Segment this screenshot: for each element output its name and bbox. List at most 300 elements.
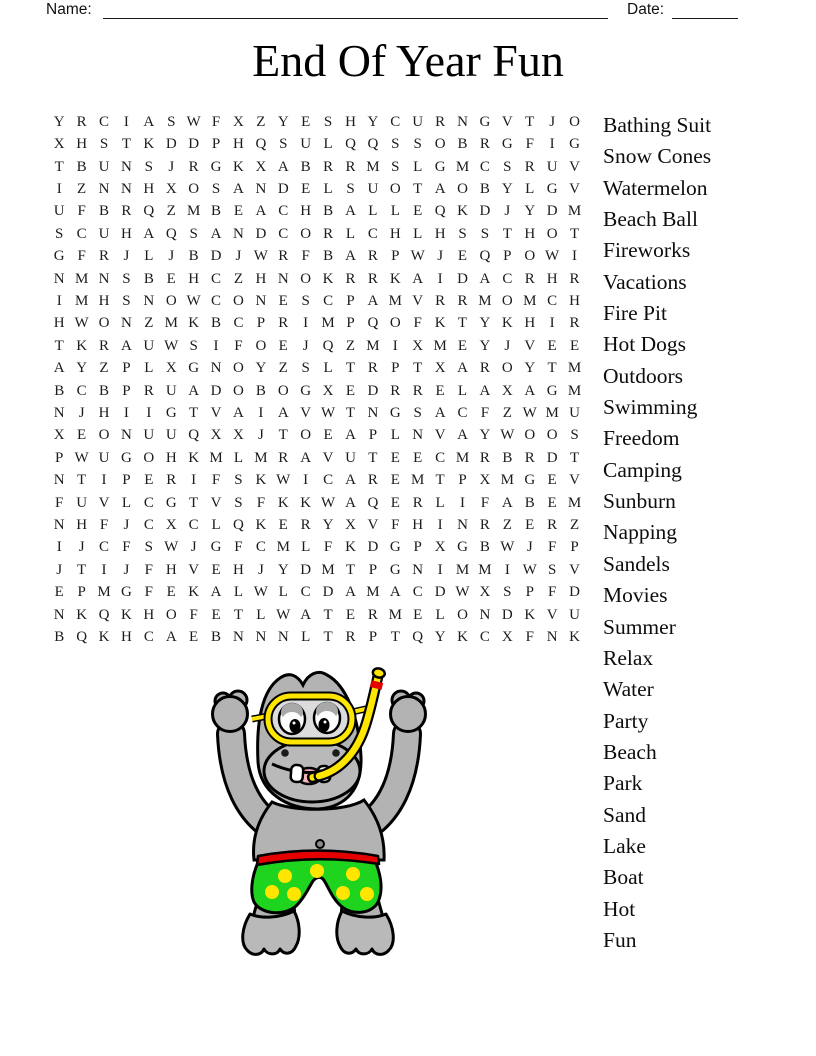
grid-letter: A: [143, 225, 155, 242]
grid-letter: A: [345, 248, 356, 265]
grid-letter: A: [345, 427, 356, 444]
grid-letter: M: [545, 404, 559, 421]
grid-letter: R: [345, 629, 356, 646]
grid-letter: P: [346, 315, 355, 332]
grid-letter: F: [480, 494, 490, 511]
grid-letter: M: [567, 203, 582, 220]
grid-letter: W: [186, 292, 201, 309]
grid-letter: U: [76, 494, 88, 511]
grid-letter: D: [165, 136, 177, 153]
grid-letter: A: [300, 449, 312, 466]
word-search-grid: [48, 111, 586, 649]
grid-letter: V: [569, 158, 580, 175]
grid-letter: J: [257, 427, 264, 444]
grid-letter: P: [122, 472, 131, 489]
grid-letter: T: [435, 472, 445, 489]
grid-letter: T: [569, 449, 580, 466]
grid-letter: L: [323, 360, 333, 377]
grid-letter: X: [501, 629, 513, 646]
grid-letter: N: [255, 292, 267, 309]
name-blank-line: [103, 18, 608, 19]
grid-letter: T: [323, 629, 333, 646]
grid-letter: D: [277, 180, 289, 197]
grid-letter: Q: [412, 629, 424, 646]
grid-letter: T: [189, 494, 199, 511]
grid-letter: M: [74, 270, 89, 287]
grid-letter: L: [413, 158, 423, 175]
grid-letter: M: [411, 472, 425, 489]
grid-letter: D: [188, 136, 200, 153]
grid-letter: S: [122, 270, 131, 287]
grid-letter: J: [504, 203, 511, 220]
grid-letter: P: [368, 629, 378, 646]
grid-letter: N: [121, 180, 132, 197]
grid-letter: U: [569, 606, 580, 623]
grid-letter: C: [76, 225, 87, 242]
grid-letter: R: [278, 248, 289, 265]
grid-letter: X: [345, 517, 356, 534]
grid-letter: M: [97, 584, 111, 601]
grid-letter: E: [525, 517, 535, 534]
grid-letter: T: [189, 404, 199, 421]
grid-letter: I: [549, 136, 555, 153]
grid-letter: W: [545, 248, 560, 265]
grid-letter: S: [503, 584, 512, 601]
grid-letter: L: [435, 494, 445, 511]
grid-letter: T: [233, 606, 244, 623]
grid-letter: Q: [434, 203, 446, 220]
grid-letter: K: [501, 315, 513, 332]
grid-letter: N: [121, 158, 132, 175]
grid-letter: S: [480, 225, 490, 242]
grid-letter: H: [546, 270, 558, 287]
grid-letter: R: [345, 270, 356, 287]
grid-letter: N: [255, 629, 267, 646]
grid-letter: K: [457, 203, 468, 220]
grid-letter: F: [122, 539, 131, 556]
grid-letter: H: [121, 225, 132, 242]
grid-letter: E: [413, 449, 423, 466]
grid-letter: A: [165, 629, 177, 646]
grid-letter: W: [455, 584, 470, 601]
grid-letter: I: [123, 404, 129, 421]
grid-letter: S: [144, 539, 153, 556]
word-list-item: Boat: [603, 865, 644, 890]
grid-letter: E: [301, 180, 311, 197]
grid-letter: B: [211, 629, 222, 646]
grid-letter: E: [345, 606, 356, 623]
grid-letter: P: [391, 360, 400, 377]
grid-letter: M: [209, 449, 223, 466]
grid-letter: F: [547, 584, 557, 601]
grid-letter: S: [391, 158, 400, 175]
grid-letter: F: [189, 606, 198, 623]
word-list-item: Water: [603, 677, 654, 702]
grid-letter: M: [164, 315, 178, 332]
grid-letter: W: [522, 561, 537, 578]
grid-letter: L: [144, 360, 154, 377]
grid-letter: R: [479, 517, 490, 534]
grid-letter: T: [502, 225, 512, 242]
grid-letter: L: [368, 203, 378, 220]
hippo-right-eye: [314, 702, 340, 733]
word-list-item: Napping: [603, 520, 678, 545]
grid-letter: M: [254, 449, 268, 466]
grid-letter: D: [322, 584, 334, 601]
grid-letter: Z: [278, 360, 288, 377]
grid-letter: G: [300, 382, 312, 399]
grid-letter: K: [188, 449, 200, 466]
grid-letter: Y: [53, 113, 65, 130]
grid-letter: P: [256, 315, 266, 332]
grid-letter: X: [233, 113, 244, 130]
grid-letter: O: [501, 292, 513, 309]
grid-letter: P: [458, 472, 467, 489]
grid-letter: R: [143, 382, 154, 399]
page-title: End Of Year Fun: [252, 35, 564, 86]
grid-letter: N: [53, 472, 65, 489]
grid-letter: L: [435, 606, 445, 623]
grid-letter: I: [437, 270, 443, 287]
grid-letter: T: [368, 449, 378, 466]
grid-letter: H: [233, 136, 244, 153]
grid-letter: B: [143, 270, 154, 287]
date-blank-line: [672, 18, 738, 19]
grid-letter: U: [546, 158, 558, 175]
word-list-item: Beach: [603, 739, 657, 764]
grid-letter: E: [547, 472, 557, 489]
grid-letter: Z: [233, 270, 244, 287]
grid-letter: Y: [322, 517, 334, 534]
grid-letter: P: [122, 360, 131, 377]
grid-letter: A: [300, 606, 312, 623]
grid-letter: O: [546, 427, 558, 444]
grid-letter: C: [457, 404, 468, 421]
grid-letter: D: [367, 539, 379, 556]
word-list-item: Swimming: [603, 395, 698, 420]
grid-letter: T: [413, 180, 423, 197]
grid-letter: O: [98, 315, 110, 332]
grid-letter: G: [457, 539, 468, 556]
grid-letter: V: [501, 113, 513, 130]
grid-letter: S: [413, 136, 422, 153]
grid-letter: G: [121, 449, 132, 466]
grid-letter: X: [165, 517, 177, 534]
date-label: Date:: [627, 1, 665, 18]
grid-letter: G: [53, 248, 65, 265]
grid-letter: S: [413, 404, 422, 421]
grid-letter: B: [479, 180, 490, 197]
grid-letter: H: [165, 561, 177, 578]
grid-letter: Z: [77, 180, 87, 197]
grid-letter: V: [434, 427, 446, 444]
grid-letter: F: [55, 494, 64, 511]
grid-letter: E: [278, 517, 288, 534]
word-list-item: Outdoors: [603, 363, 684, 388]
grid-letter: O: [165, 606, 177, 623]
grid-letter: M: [388, 606, 402, 623]
grid-letter: W: [320, 404, 336, 421]
grid-letter: B: [54, 629, 65, 646]
grid-letter: L: [345, 225, 356, 242]
grid-letter: C: [143, 517, 154, 534]
grid-letter: K: [277, 494, 289, 511]
grid-letter: N: [277, 629, 289, 646]
grid-letter: S: [547, 561, 557, 578]
grid-letter: X: [210, 427, 222, 444]
grid-letter: J: [437, 248, 444, 265]
grid-letter: K: [300, 494, 312, 511]
grid-letter: G: [210, 539, 222, 556]
grid-letter: I: [123, 113, 129, 130]
hippo-snorkel-illustration: [196, 652, 446, 960]
grid-letter: M: [523, 292, 537, 309]
grid-letter: C: [76, 382, 87, 399]
grid-letter: H: [569, 292, 580, 309]
word-list-item: Lake: [603, 833, 646, 858]
grid-letter: G: [569, 136, 580, 153]
grid-letter: Z: [256, 113, 266, 130]
grid-letter: O: [524, 248, 536, 265]
grid-letter: A: [479, 270, 491, 287]
grid-letter: V: [300, 404, 312, 421]
grid-letter: G: [188, 360, 200, 377]
grid-letter: X: [53, 136, 65, 153]
grid-letter: R: [345, 158, 356, 175]
grid-letter: U: [165, 382, 177, 399]
grid-letter: U: [367, 180, 379, 197]
grid-letter: N: [412, 427, 424, 444]
grid-letter: J: [123, 248, 130, 265]
grid-letter: S: [122, 292, 131, 309]
grid-letter: O: [389, 180, 401, 197]
grid-letter: V: [210, 404, 222, 421]
grid-letter: L: [211, 517, 221, 534]
grid-letter: R: [569, 270, 580, 287]
grid-letter: C: [367, 225, 378, 242]
grid-letter: S: [503, 158, 512, 175]
grid-letter: E: [166, 584, 176, 601]
word-list-item: Relax: [603, 645, 654, 670]
grid-letter: I: [146, 404, 152, 421]
grid-letter: I: [303, 472, 309, 489]
grid-letter: C: [255, 539, 266, 556]
grid-letter: E: [390, 449, 400, 466]
grid-letter: C: [435, 449, 446, 466]
grid-letter: R: [323, 158, 334, 175]
word-list: [603, 110, 711, 956]
grid-letter: S: [55, 225, 64, 242]
word-list-item: Sunburn: [603, 489, 676, 514]
grid-letter: T: [569, 225, 580, 242]
grid-letter: O: [300, 225, 312, 242]
grid-letter: P: [570, 539, 579, 556]
word-list-item: Movies: [603, 583, 668, 608]
grid-letter: Q: [98, 606, 110, 623]
word-list-item: Sandels: [603, 551, 670, 576]
grid-letter: I: [56, 292, 62, 309]
grid-letter: L: [278, 584, 288, 601]
grid-letter: S: [234, 472, 243, 489]
grid-letter: Q: [367, 315, 379, 332]
grid-letter: R: [547, 517, 558, 534]
grid-letter: M: [478, 292, 492, 309]
grid-letter: X: [233, 427, 244, 444]
grid-letter: I: [460, 494, 466, 511]
grid-letter: S: [189, 337, 198, 354]
grid-letter: F: [211, 472, 221, 489]
grid-letter: D: [479, 203, 491, 220]
grid-letter: I: [213, 337, 219, 354]
grid-letter: D: [457, 270, 468, 287]
grid-letter: O: [300, 427, 312, 444]
grid-letter: B: [99, 203, 110, 220]
grid-letter: L: [390, 427, 400, 444]
grid-letter: J: [168, 158, 175, 175]
grid-letter: K: [322, 270, 334, 287]
grid-letter: S: [346, 180, 355, 197]
hippo-snout: [264, 740, 360, 802]
grid-letter: T: [413, 360, 423, 377]
word-list-item: Fun: [603, 927, 637, 952]
grid-letter: B: [524, 494, 535, 511]
grid-letter: X: [165, 360, 177, 377]
grid-letter: X: [501, 382, 513, 399]
grid-letter: K: [98, 629, 110, 646]
grid-letter: P: [525, 584, 534, 601]
grid-letter: L: [301, 629, 311, 646]
grid-letter: U: [569, 404, 580, 421]
grid-letter: N: [98, 180, 110, 197]
grid-letter: E: [569, 337, 580, 354]
grid-letter: Y: [277, 561, 289, 578]
grid-letter: F: [547, 539, 557, 556]
grid-letter: L: [525, 180, 535, 197]
word-list-item: Freedom: [603, 426, 680, 451]
grid-letter: O: [233, 292, 244, 309]
grid-letter: B: [211, 203, 222, 220]
grid-letter: R: [323, 225, 334, 242]
grid-letter: D: [546, 449, 558, 466]
grid-letter: R: [457, 292, 468, 309]
grid-letter: N: [53, 606, 65, 623]
grid-letter: N: [255, 180, 267, 197]
grid-letter: I: [56, 180, 62, 197]
word-list-item: Hot Dogs: [603, 332, 687, 357]
grid-letter: R: [524, 158, 535, 175]
grid-letter: N: [367, 404, 379, 421]
hippo-tooth: [290, 765, 303, 783]
grid-letter: H: [188, 270, 200, 287]
grid-letter: Q: [143, 203, 155, 220]
grid-letter: E: [211, 561, 221, 578]
grid-letter: C: [502, 270, 513, 287]
grid-letter: X: [434, 360, 446, 377]
grid-letter: C: [479, 629, 490, 646]
grid-letter: O: [434, 136, 446, 153]
grid-letter: G: [546, 382, 558, 399]
word-list-item: Vacations: [603, 269, 687, 294]
grid-letter: F: [256, 494, 266, 511]
grid-letter: K: [76, 606, 88, 623]
grid-letter: A: [457, 427, 468, 444]
grid-letter: S: [99, 136, 109, 153]
grid-letter: S: [323, 113, 333, 130]
grid-letter: B: [300, 158, 311, 175]
word-list-item: Fireworks: [603, 238, 691, 263]
word-list-item: Park: [603, 771, 643, 796]
grid-letter: H: [53, 315, 65, 332]
grid-letter: A: [188, 382, 200, 399]
grid-letter: W: [74, 315, 89, 332]
grid-letter: T: [77, 561, 87, 578]
grid-letter: O: [457, 180, 468, 197]
grid-letter: Q: [255, 136, 267, 153]
grid-letter: E: [189, 629, 199, 646]
grid-letter: T: [121, 136, 131, 153]
grid-letter: V: [546, 606, 558, 623]
grid-letter: B: [457, 136, 468, 153]
grid-letter: Z: [144, 315, 154, 332]
grid-letter: B: [188, 248, 199, 265]
grid-letter: Z: [99, 360, 109, 377]
grid-letter: I: [392, 337, 398, 354]
grid-letter: K: [389, 270, 401, 287]
grid-letter: Y: [479, 337, 491, 354]
grid-letter: G: [165, 494, 177, 511]
grid-letter: S: [234, 494, 243, 511]
grid-letter: C: [412, 584, 423, 601]
grid-letter: R: [479, 449, 490, 466]
grid-letter: B: [323, 203, 334, 220]
grid-letter: T: [547, 360, 557, 377]
grid-letter: E: [457, 337, 468, 354]
grid-letter: H: [76, 136, 88, 153]
grid-letter: M: [455, 561, 470, 578]
grid-letter: K: [188, 584, 200, 601]
grid-letter: U: [143, 427, 155, 444]
grid-letter: F: [211, 113, 221, 130]
grid-letter: W: [253, 248, 268, 265]
grid-letter: R: [278, 315, 289, 332]
grid-letter: M: [455, 449, 470, 466]
grid-letter: J: [504, 337, 511, 354]
grid-letter: V: [188, 561, 200, 578]
grid-letter: A: [233, 404, 244, 421]
grid-letter: R: [367, 472, 378, 489]
grid-letter: V: [569, 180, 580, 197]
grid-letter: R: [367, 360, 378, 377]
grid-letter: Q: [188, 427, 200, 444]
grid-letter: O: [277, 382, 289, 399]
grid-letter: H: [98, 404, 110, 421]
grid-letter: O: [569, 113, 580, 130]
grid-letter: E: [390, 472, 400, 489]
word-list-item: Beach Ball: [603, 207, 698, 232]
grid-letter: U: [98, 225, 110, 242]
grid-letter: G: [501, 136, 513, 153]
grid-letter: O: [143, 449, 155, 466]
grid-letter: K: [121, 606, 132, 623]
grid-letter: Y: [479, 315, 491, 332]
grid-letter: Z: [502, 404, 512, 421]
grid-letter: M: [366, 584, 380, 601]
grid-letter: J: [257, 561, 264, 578]
grid-letter: C: [188, 517, 199, 534]
word-list-item: Fire Pit: [603, 301, 667, 326]
grid-letter: T: [345, 561, 356, 578]
grid-letter: E: [547, 494, 557, 511]
